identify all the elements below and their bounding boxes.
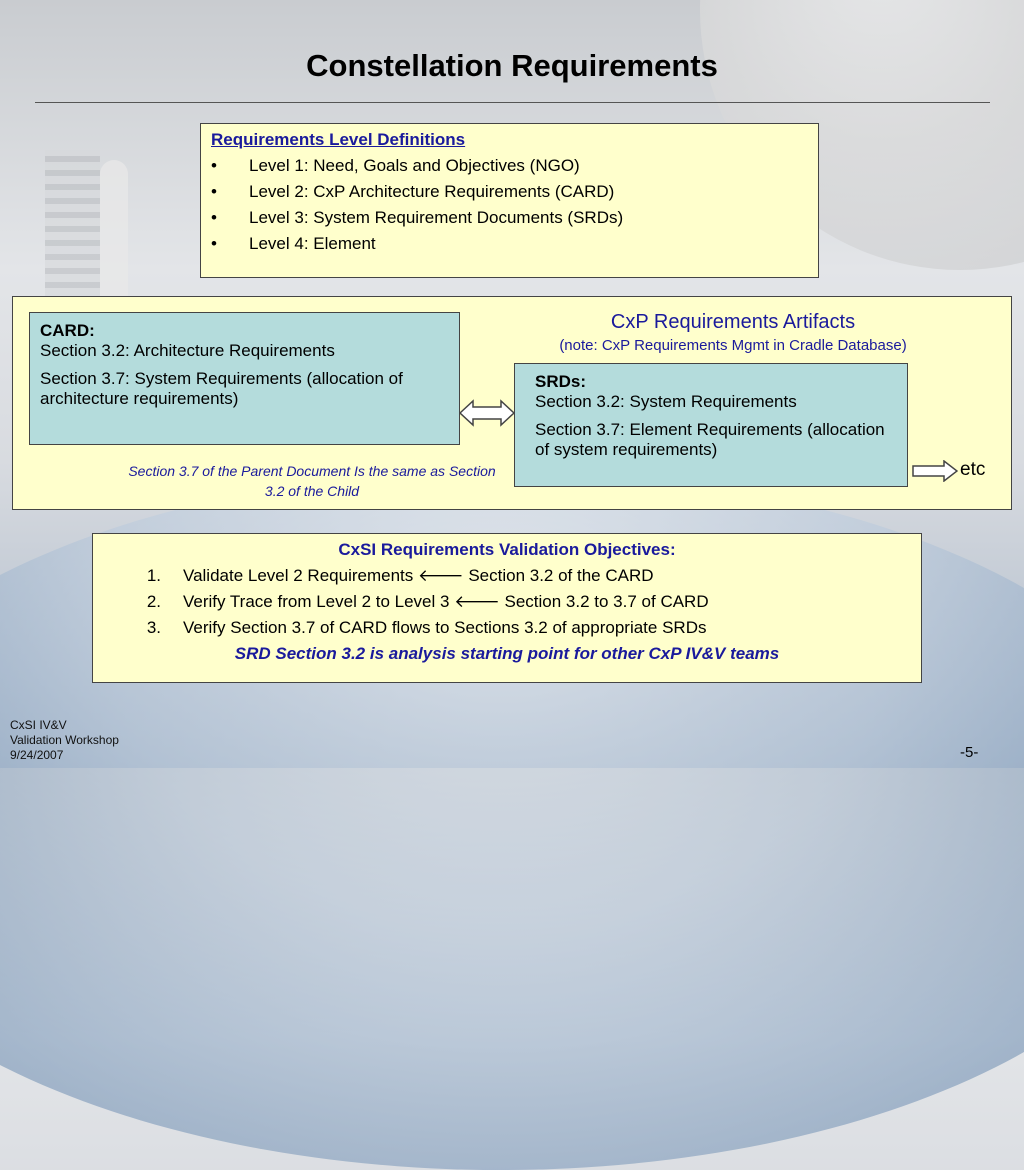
srds-section-3-2: Section 3.2: System Requirements — [535, 392, 797, 411]
objective-text — [183, 592, 709, 612]
definition-item — [211, 156, 808, 176]
objective-text — [183, 618, 706, 638]
objective-text — [183, 566, 654, 586]
objective-text-start: Verify Section 3.7 of CARD flows to Sections 3.2 of appropriate SRDs — [183, 618, 707, 637]
footer-org: CxSI IV&V — [10, 718, 67, 732]
objective-text-end: Section 3.2 of the CARD — [463, 566, 654, 585]
bullet-icon: • — [211, 182, 217, 201]
srds-heading: SRDs: — [535, 372, 587, 391]
section-relation-note: Section 3.7 of the Parent Document Is the same as Section 3.2 of the Child — [128, 463, 496, 499]
objective-number: 1. — [146, 566, 161, 585]
objectives-conclusion: SRD Section 3.2 is analysis starting point for other CxP IV&V teams — [234, 644, 780, 663]
definition-item — [211, 208, 808, 228]
objective-text-end: Section 3.2 to 3.7 of CARD — [499, 592, 709, 611]
artifacts-title: CxP Requirements Artifacts — [610, 311, 856, 333]
bullet-icon: • — [211, 234, 217, 253]
definitions-heading: Requirements Level Definitions — [211, 130, 466, 149]
bullet-icon: • — [211, 208, 217, 227]
footer-date: 9/24/2007 — [10, 748, 64, 762]
etc-label: etc — [960, 459, 986, 480]
left-arrow-icon: 🡐 — [418, 566, 464, 585]
left-arrow-icon: 🡐 — [454, 592, 500, 611]
objective-text-start: Verify Trace from Level 2 to Level 3 — [183, 592, 455, 611]
card-section-3-7: Section 3.7: System Requirements (allocation of architecture requirements) — [40, 369, 403, 408]
objective-number: 3. — [146, 618, 161, 637]
objective-text-start: Validate Level 2 Requirements — [183, 566, 418, 585]
objectives-heading: CxSI Requirements Validation Objectives: — [338, 540, 676, 559]
card-heading: CARD: — [40, 321, 95, 340]
footer — [10, 718, 119, 763]
requirements-definitions-box — [200, 123, 819, 278]
double-arrow-icon — [459, 399, 515, 427]
title-divider — [35, 102, 990, 103]
card-section-3-2: Section 3.2: Architecture Requirements — [40, 341, 335, 360]
definition-item — [211, 234, 808, 254]
objective-item — [103, 566, 911, 586]
page-number: -5- — [960, 744, 979, 761]
objective-number: 2. — [146, 592, 161, 611]
right-arrow-icon — [912, 460, 958, 482]
definition-text: Level 2: CxP Architecture Requirements (CARD) — [249, 182, 615, 201]
definition-text: Level 1: Need, Goals and Objectives (NGO) — [249, 156, 580, 175]
objective-item — [103, 592, 911, 612]
page-title: Constellation Requirements — [306, 48, 718, 83]
card-box — [29, 312, 460, 445]
artifacts-note: (note: CxP Requirements Mgmt in Cradle Database) — [559, 337, 907, 354]
definition-text: Level 4: Element — [249, 234, 376, 253]
srds-box — [514, 363, 908, 487]
definition-item — [211, 182, 808, 202]
footer-event: Validation Workshop — [10, 733, 119, 747]
definition-text: Level 3: System Requirement Documents (SRDs) — [249, 208, 624, 227]
srds-section-3-7: Section 3.7: Element Requirements (allocation of system requirements) — [535, 420, 885, 459]
bullet-icon: • — [211, 156, 217, 175]
objective-item — [103, 618, 911, 638]
validation-objectives-box — [92, 533, 922, 683]
